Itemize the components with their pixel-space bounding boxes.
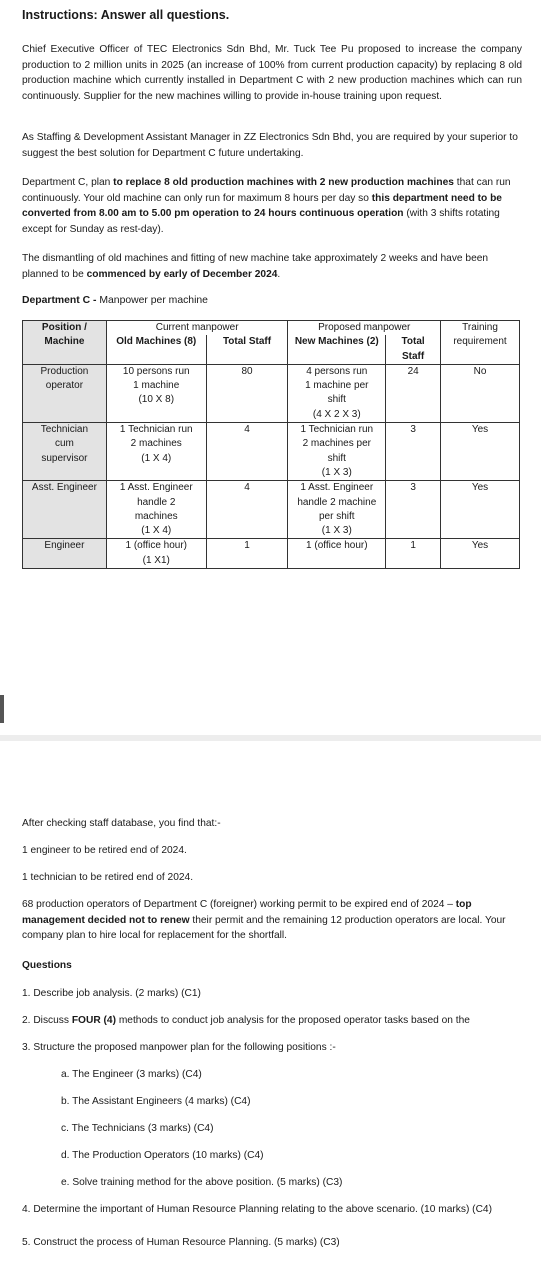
cell-training: No <box>441 364 520 422</box>
cell-old: 10 persons run 1 machine (10 X 8) <box>106 364 206 422</box>
question-4: 4. Determine the important of Human Resource Planning relating to the above scenario. (10 marks) (C4) <box>22 1204 492 1215</box>
cell-training: Yes <box>441 481 520 539</box>
cell-old: 1 Technician run 2 machines (1 X 4) <box>106 423 206 481</box>
cell-position: Technician cum supervisor <box>23 423 107 481</box>
instructions-title: Instructions: Answer all questions. <box>22 8 230 22</box>
header-training: Training requirement <box>441 321 520 365</box>
cell-new: 1 (office hour) <box>288 539 386 569</box>
cell-new: 1 Technician run 2 machines per shift (1 X 3) <box>288 423 386 481</box>
question-3e: e. Solve training method for the above position. (5 marks) (C3) <box>61 1177 343 1188</box>
question-2: 2. Discuss FOUR (4) methods to conduct job analysis for the proposed operator tasks based on the <box>22 1015 470 1026</box>
cell-position: Production operator <box>23 364 107 422</box>
table-row <box>23 539 520 569</box>
header-old-machines: Old Machines (8) <box>106 335 206 364</box>
document-page-2 <box>0 741 541 1280</box>
header-total-staff-current: Total Staff <box>206 335 288 364</box>
paragraph-ceo-proposal: Chief Executive Officer of TEC Electronics Sdn Bhd, Mr. Tuck Tee Pu proposed to increase the company production to 2 million units in 2025 (an increase of 100% from current production capacity) by replacing 8 old production machine which currently installed in Department C with 2 new production machines which can run continuously. Supplier for the new machines willing to provide in-house training upon request. <box>22 44 522 102</box>
cell-old: 1 Asst. Engineer handle 2 machines (1 X 4) <box>106 481 206 539</box>
manpower-table <box>22 320 520 569</box>
table-header-row <box>23 321 520 336</box>
cell-total-current: 1 <box>206 539 288 569</box>
cell-position: Engineer <box>23 539 107 569</box>
paragraph-role: As Staffing & Development Assistant Manager in ZZ Electronics Sdn Bhd, you are required by your superior to suggest the best solution for Department C future undertaking. <box>22 132 518 159</box>
paragraph-department-plan: Department C, plan to replace 8 old production machines with 2 new production machines that can run continuously. Your old machine can only run for maximum 8 hours per day so this department need to be converted from 8.00 am to 5.00 pm operation to 24 hours continuous operation (with 3 shifts rotating except for Sunday as rest-day). <box>22 177 511 235</box>
cell-total-current: 4 <box>206 423 288 481</box>
header-proposed-manpower: Proposed manpower <box>288 321 441 336</box>
table-row <box>23 481 520 539</box>
cell-training: Yes <box>441 539 520 569</box>
paragraph-dismantling: The dismantling of old machines and fitting of new machine take approximately 2 weeks and have been planned to be commenced by early of December 2024. <box>22 253 489 280</box>
cell-total-proposed: 1 <box>386 539 441 569</box>
cell-total-proposed: 3 <box>386 481 441 539</box>
fact-operators-permit: 68 production operators of Department C (foreigner) working permit to be expired end of 2024 – top management decided not to renew their permit and the remaining 12 production operators are local. Your company plan to hire local for replacement for the shortfall. <box>22 899 506 941</box>
header-position: Position / Machine <box>23 321 107 365</box>
cell-total-current: 80 <box>206 364 288 422</box>
cell-total-proposed: 3 <box>386 423 441 481</box>
cell-new: 1 Asst. Engineer handle 2 machine per shift (1 X 3) <box>288 481 386 539</box>
cell-old: 1 (office hour) (1 X1) <box>106 539 206 569</box>
cell-position: Asst. Engineer <box>23 481 107 539</box>
page-edge-marker <box>0 695 4 723</box>
cell-training: Yes <box>441 423 520 481</box>
question-1: 1. Describe job analysis. (2 marks) (C1) <box>22 988 201 999</box>
table-caption: Department C - Manpower per machine <box>22 295 208 306</box>
questions-heading: Questions <box>22 960 72 971</box>
question-3: 3. Structure the proposed manpower plan for the following positions :- <box>22 1042 336 1053</box>
question-3b: b. The Assistant Engineers (4 marks) (C4) <box>61 1096 251 1107</box>
staff-database-intro: After checking staff database, you find that:- <box>22 818 221 829</box>
header-total-staff-proposed: Total Staff <box>386 335 441 364</box>
cell-total-current: 4 <box>206 481 288 539</box>
table-row <box>23 364 520 422</box>
table-row <box>23 423 520 481</box>
fact-technician-retire: 1 technician to be retired end of 2024. <box>22 872 194 883</box>
question-3a: a. The Engineer (3 marks) (C4) <box>61 1069 202 1080</box>
fact-engineer-retire: 1 engineer to be retired end of 2024. <box>22 845 187 856</box>
header-current-manpower: Current manpower <box>106 321 288 336</box>
cell-new: 4 persons run 1 machine per shift (4 X 2 X 3) <box>288 364 386 422</box>
question-3c: c. The Technicians (3 marks) (C4) <box>61 1123 214 1134</box>
question-3d: d. The Production Operators (10 marks) (C4) <box>61 1150 264 1161</box>
header-new-machines: New Machines (2) <box>288 335 386 364</box>
cell-total-proposed: 24 <box>386 364 441 422</box>
question-5: 5. Construct the process of Human Resource Planning. (5 marks) (C3) <box>22 1237 340 1248</box>
